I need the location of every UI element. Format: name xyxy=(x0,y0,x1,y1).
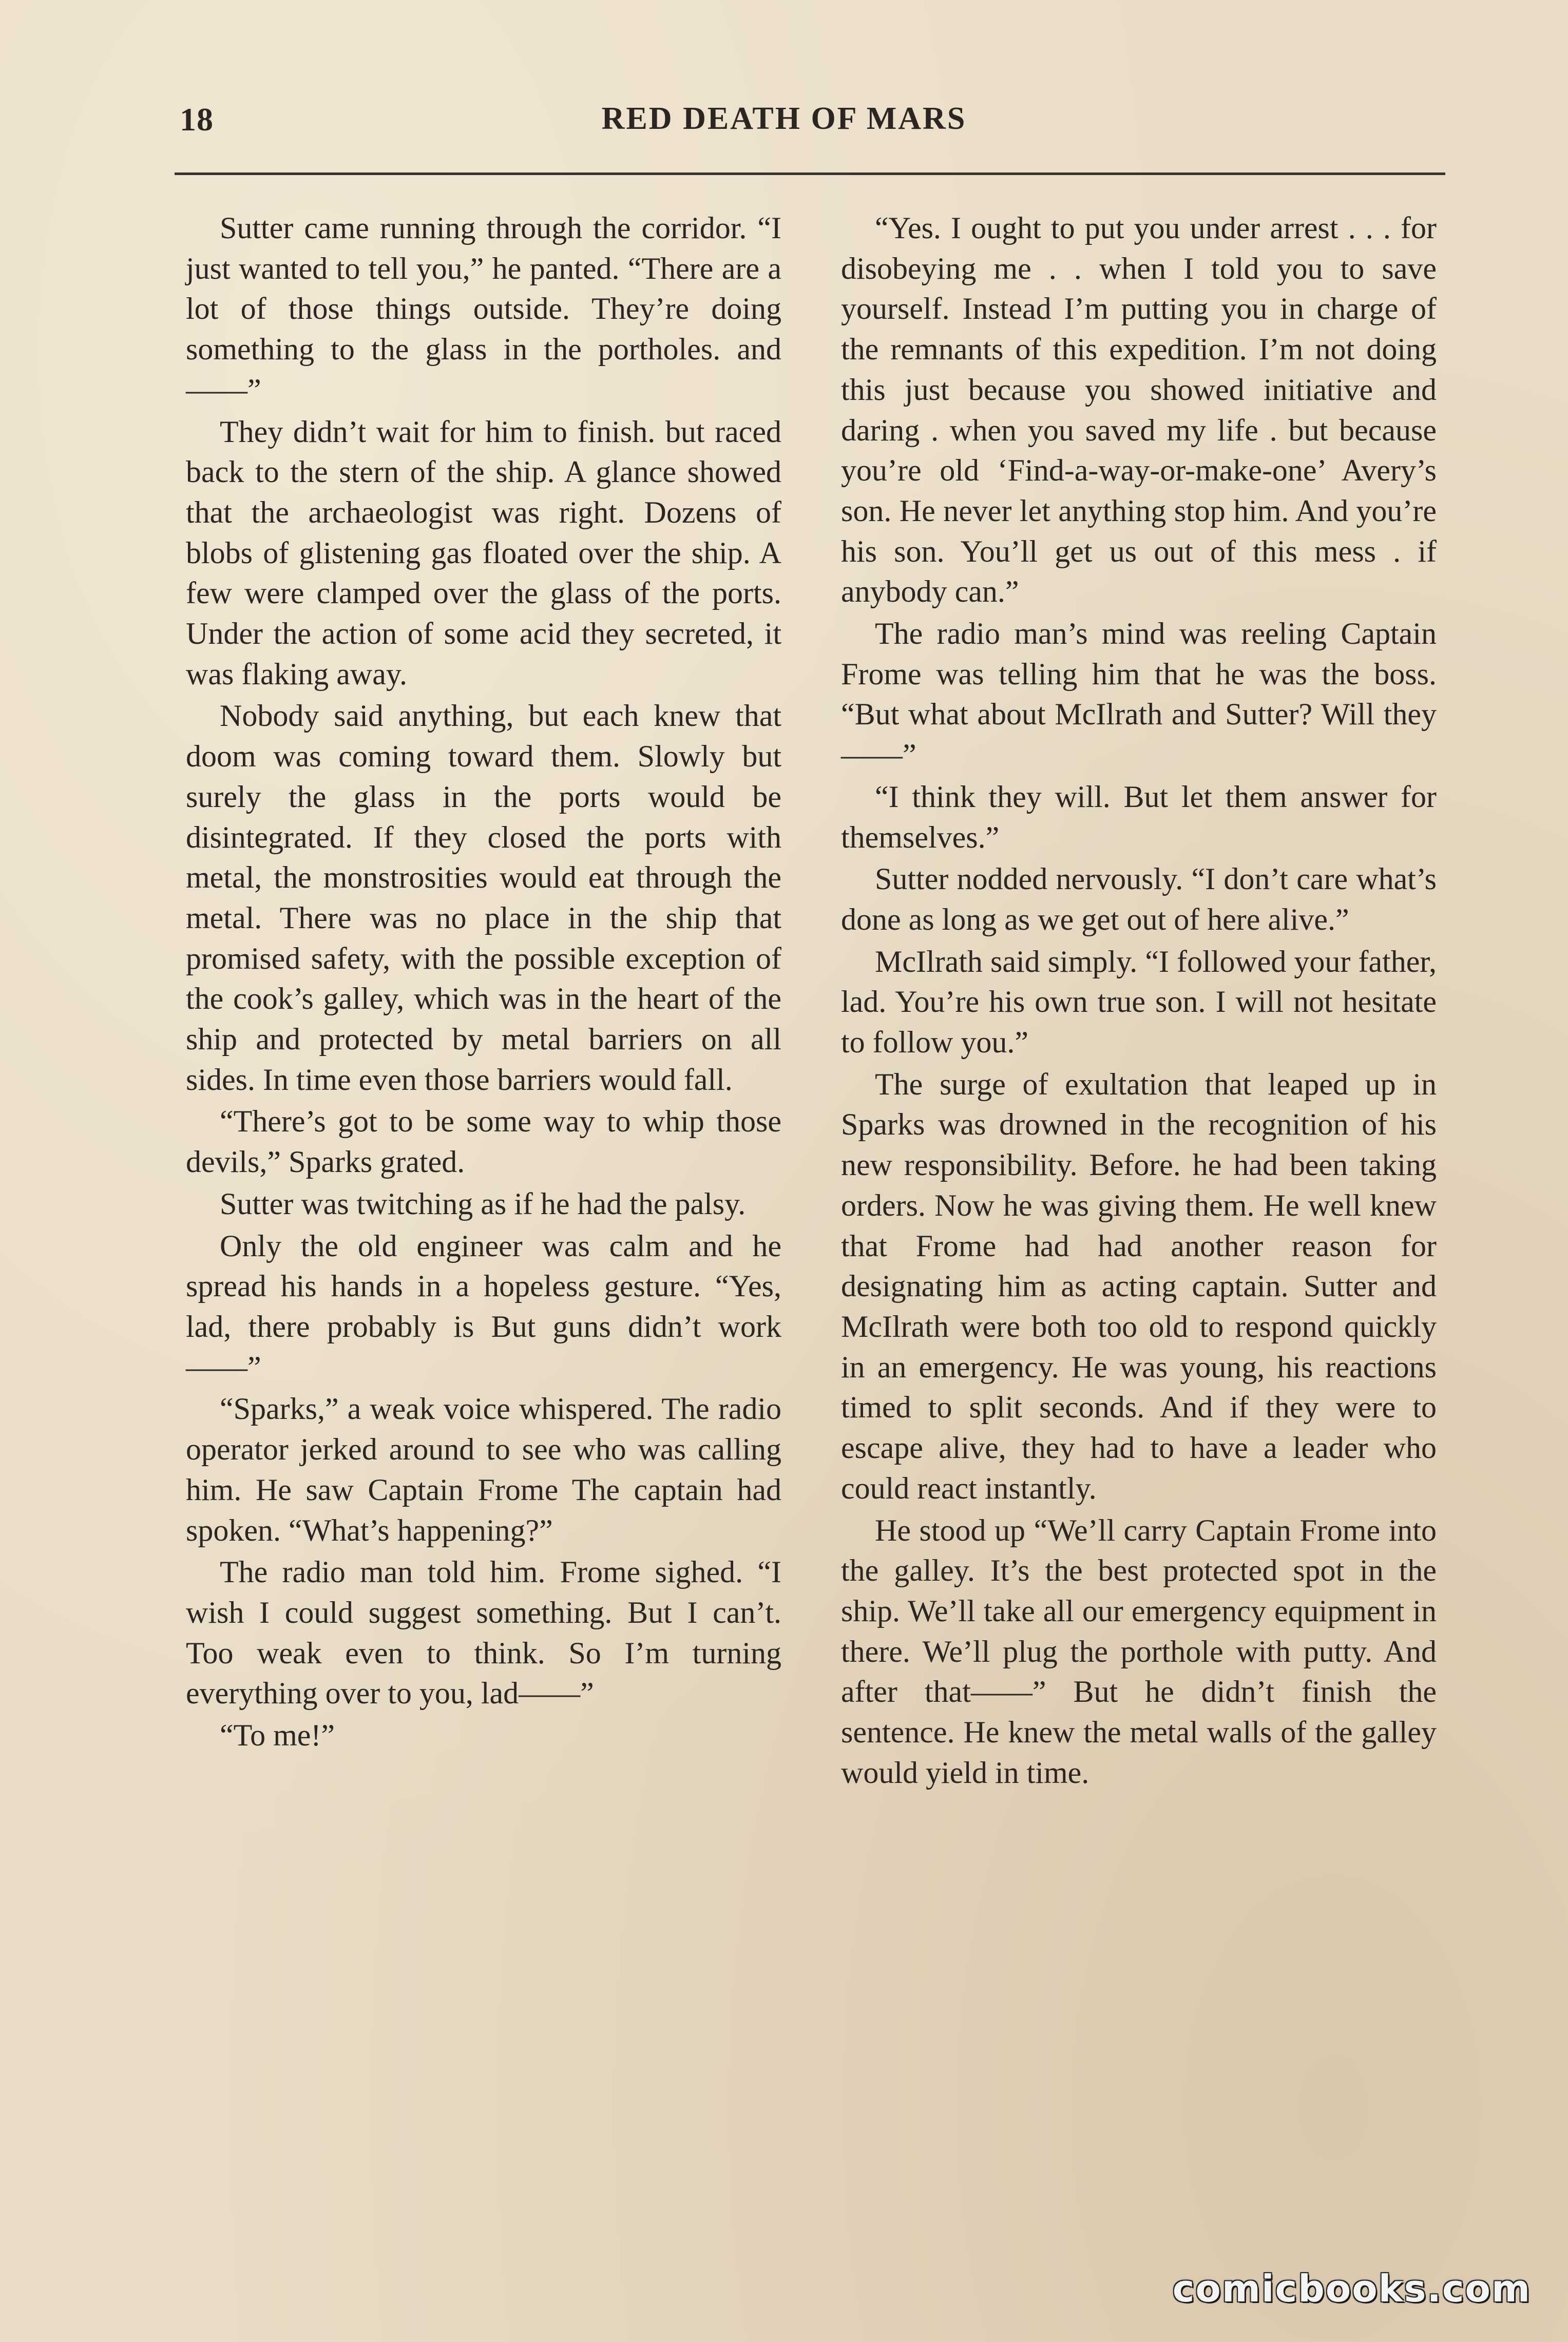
paragraph: The radio man’s mind was reeling Captain Frome was telling him that he was the boss. “But what about McIlrath and Sutter? Will they——” xyxy=(841,617,1437,772)
paragraph: They didn’t wait for him to finish. but raced back to the stern of the ship. A glance showed that the archaeologist was right. Dozens of blobs of glistening gas floated over the ship. A few were clamped over the glass of the ports. Under the action of some acid they secreted, it was flaking away. xyxy=(186,414,781,691)
right-column xyxy=(841,208,1437,1794)
paragraph: Sutter was twitching as if he had the palsy. xyxy=(220,1186,746,1221)
header-rule xyxy=(175,172,1445,175)
left-column xyxy=(186,208,781,1757)
paragraph: “To me!” xyxy=(220,1718,335,1753)
paragraph: He stood up “We’ll carry Captain Frome into the galley. It’s the best protected spot in the ship. We’ll take all our emergency equipment in there. We’ll plug the porthole with putty. And after that——” But he didn’t finish the sentence. He knew the metal walls of the galley would yield in time. xyxy=(841,1513,1437,1790)
paragraph: McIlrath said simply. “I followed your father, lad. You’re his own true son. I will not hesitate to follow you.” xyxy=(841,944,1437,1060)
paragraph: “Yes. I ought to put you under arrest . . . for disobeying me . . when I told you to save yourself. Instead I’m putting you in charge of the remnants of this expedition. I’m not doing this just because you showed initiative and daring . when you saved my life . but because you’re old ‘Find-a-way-or-make-one’ Avery’s son. He never let anything stop him. And you’re his son. You’ll get us out of this mess . if anybody can.” xyxy=(841,211,1437,609)
paragraph: The radio man told him. Frome sighed. “I wish I could suggest something. But I can’t. Too weak even to think. So I’m turning everything over to you, lad——” xyxy=(186,1555,781,1711)
running-title: RED DEATH OF MARS xyxy=(601,101,967,136)
paragraph: “Sparks,” a weak voice whispered. The radio operator jerked around to see who was calling him. He saw Captain Frome The captain had spoken. “What’s happening?” xyxy=(186,1392,781,1547)
paragraph: Nobody said anything, but each knew that doom was coming toward them. Slowly but surely the glass in the ports would be disintegrated. If they closed the ports with metal, the monstrosities would eat through the metal. There was no place in the ship that promised safety, with the possible exception of the cook’s galley, which was in the heart of the ship and protected by metal barriers on all sides. In time even those barriers would fall. xyxy=(186,699,781,1097)
paragraph: Only the old engineer was calm and he spread his hands in a hopeless gesture. “Yes, lad, there probably is But guns didn’t work——” xyxy=(186,1228,781,1384)
page-number: 18 xyxy=(180,101,214,138)
paragraph: Sutter nodded nervously. “I don’t care what’s done as long as we get out of here alive.” xyxy=(841,862,1437,936)
paragraph: The surge of exultation that leaped up in Sparks was drowned in the recognition of his new responsibility. Before. he had been taking orders. Now he was giving them. He well knew that Frome had had another reason for designating him as acting captain. Sutter and McIlrath were both too old to respond quickly in an emergency. He was young, his reactions timed to split seconds. And if they were to escape alive, they had to have a leader who could react instantly. xyxy=(841,1067,1437,1505)
paragraph: “I think they will. But let them answer for themselves.” xyxy=(841,779,1437,854)
paragraph: “There’s got to be some way to whip those devils,” Sparks grated. xyxy=(186,1104,781,1179)
watermark: comicbooks.com xyxy=(1172,2267,1531,2310)
paragraph: Sutter came running through the corridor. “I just wanted to tell you,” he panted. “There are a lot of those things outside. They’re doing something to the glass in the portholes. and——” xyxy=(186,211,781,407)
